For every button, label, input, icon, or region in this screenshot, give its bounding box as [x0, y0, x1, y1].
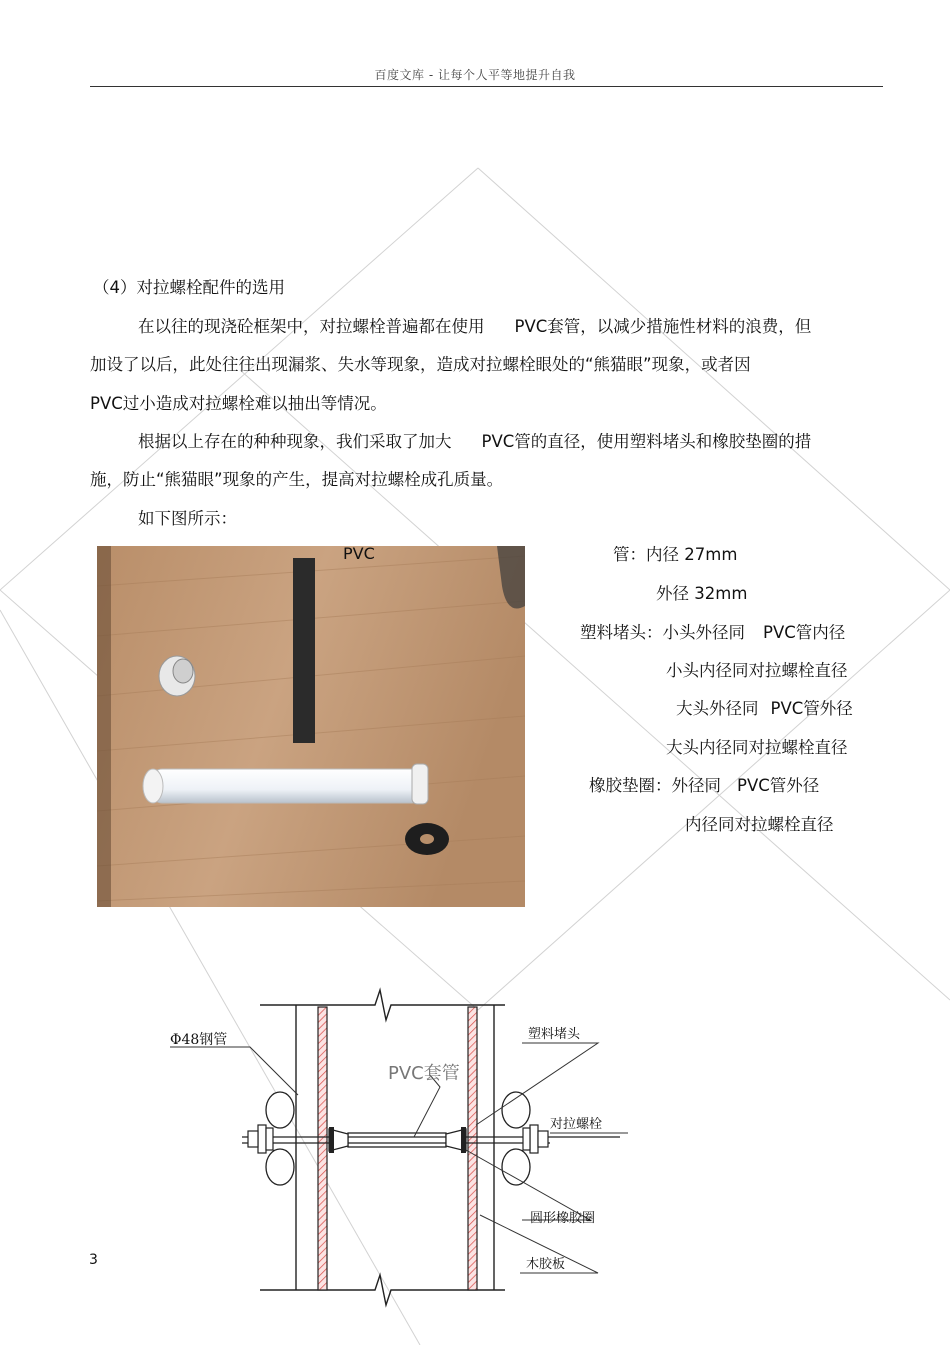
- section-heading: （4）对拉螺栓配件的选用: [93, 278, 285, 297]
- label-steel-pipe: Φ48钢管: [170, 1032, 228, 1048]
- label-rubber-washer: 圆形橡胶圈: [530, 1211, 596, 1226]
- figure-intro: 如下图所示：: [138, 509, 237, 528]
- p1-l1-text-b: PVC套管，以减少措施性材料的浪费，但: [514, 317, 812, 336]
- spec-plug-small-inner: 小头内径同对拉螺栓直径: [666, 661, 848, 680]
- bolt-assembly-diagram: [150, 985, 630, 1325]
- spec-large-label: 大头外径同: [676, 699, 759, 718]
- spec-plug-small-outer: [580, 619, 845, 643]
- spec-plug-value: PVC管内径: [763, 623, 846, 642]
- page-number: 3: [89, 1252, 98, 1268]
- spec-washer-value: PVC管外径: [737, 776, 820, 795]
- paragraph-1-line-1: [138, 313, 811, 337]
- label-plywood-board: 木胶板: [526, 1257, 566, 1272]
- photo-label-pvc: PVC: [343, 546, 375, 563]
- paragraph-1-line-2: 加设了以后，此处往往出现漏浆、失水等现象，造成对拉螺栓眼处的“熊猫眼”现象，或者因: [90, 355, 751, 374]
- spec-washer-inner: 内径同对拉螺栓直径: [685, 815, 834, 834]
- label-tie-bolt: 对拉螺栓: [550, 1117, 603, 1132]
- parts-photo: [97, 546, 525, 907]
- label-plastic-plug: 塑料堵头: [528, 1027, 581, 1042]
- spec-pvc-inner: 管：内径 27mm: [613, 545, 738, 564]
- spec-pvc-outer: 外径 32mm: [656, 584, 748, 603]
- p2-l1-text-a: 根据以上存在的种种现象，我们采取了加大: [138, 432, 452, 451]
- spec-plug-large-inner: 大头内径同对拉螺栓直径: [666, 738, 848, 757]
- header-rule: [90, 86, 883, 87]
- paragraph-1-line-3: PVC过小造成对拉螺栓难以抽出等情况。: [90, 394, 387, 413]
- spec-plug-label: 塑料堵头：小头外径同: [580, 623, 745, 642]
- paragraph-2-line-2: 施，防止“熊猫眼”现象的产生，提高对拉螺栓成孔质量。: [90, 470, 504, 489]
- label-pvc-sleeve: PVC套管: [388, 1063, 460, 1084]
- p2-l1-text-b: PVC管的直径，使用塑料堵头和橡胶垫圈的措: [481, 432, 812, 451]
- p1-l1-text-a: 在以往的现浇砼框架中，对拉螺栓普遍都在使用: [138, 317, 485, 336]
- paragraph-2-line-1: [138, 428, 811, 452]
- spec-large-value: PVC管外径: [770, 699, 853, 718]
- spec-washer-label: 橡胶垫圈：外径同: [589, 776, 721, 795]
- page-header: 百度文库 - 让每个人平等地提升自我: [374, 68, 576, 82]
- spec-washer-outer: [589, 772, 819, 796]
- spec-plug-large-outer: [676, 695, 853, 719]
